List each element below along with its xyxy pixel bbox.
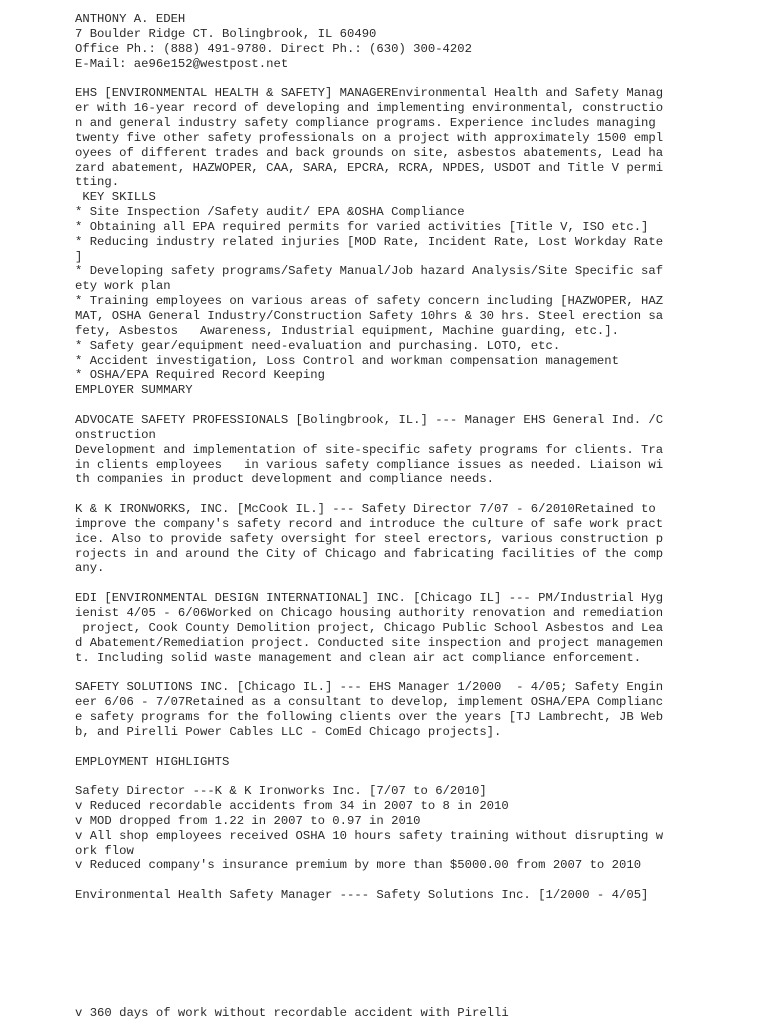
document-line: project, Cook County Demolition project, Chicago Public School Asbestos and Lea (75, 620, 664, 635)
document-line: ork flow (75, 843, 134, 858)
document-line: d Abatement/Remediation project. Conducted site inspection and project managemen (75, 635, 664, 650)
document-line: fety, Asbestos Awareness, Industrial equipment, Machine guarding, etc.]. (75, 323, 619, 338)
document-line: KEY SKILLS (75, 190, 156, 205)
document-line: v Reduced recordable accidents from 34 in 2007 to 8 in 2010 (75, 799, 509, 814)
document-line: er with 16-year record of developing and implementing environmental, constructio (75, 101, 664, 116)
document-line: v All shop employees received OSHA 10 hours safety training without disrupting w (75, 828, 664, 843)
document-line: ANTHONY A. EDEH (75, 12, 186, 26)
document-line: Environmental Health Safety Manager ---- Safety Solutions Inc. [1/2000 - 4/05] (75, 888, 649, 903)
document-line: EDI [ENVIRONMENTAL DESIGN INTERNATIONAL] INC. [Chicago IL] --- PM/Industrial Hyg (75, 591, 664, 606)
document-line: * OSHA/EPA Required Record Keeping (75, 368, 325, 383)
document-line: rojects in and around the City of Chicago and fabricating facilities of the comp (75, 546, 664, 561)
document-line: * Training employees on various areas of safety concern including [HAZWOPER, HAZ (75, 294, 664, 309)
document-line: EHS [ENVIRONMENTAL HEALTH & SAFETY] MANAGEREnvironmental Health and Safety Manag (75, 86, 664, 101)
document-line: ] (75, 249, 83, 264)
document-line: ety work plan (75, 279, 171, 294)
document-line: v Reduced company's insurance premium by more than $5000.00 from 2007 to 2010 (75, 858, 642, 873)
document-line: SAFETY SOLUTIONS INC. [Chicago IL.] --- EHS Manager 1/2000 - 4/05; Safety Engin (75, 680, 664, 695)
document-line: t. Including solid waste management and clean air act compliance enforcement. (75, 650, 642, 665)
document-line: eer 6/06 - 7/07Retained as a consultant to develop, implement OSHA/EPA Complianc (75, 695, 664, 710)
document-line: Development and implementation of site-specific safety programs for clients. Tra (75, 442, 664, 457)
document-line: Safety Director ---K & K Ironworks Inc. [7/07 to 6/2010] (75, 784, 487, 799)
footer-line: v 360 days of work without recordable accident with Pirelli (75, 1006, 509, 1020)
document-line: twenty five other safety professionals on a project with approximately 1500 empl (75, 130, 664, 145)
document-line: n and general industry safety compliance programs. Experience includes managing (75, 115, 656, 130)
document-line: e safety programs for the following clients over the years [TJ Lambrecht, JB Web (75, 709, 664, 724)
document-line: EMPLOYMENT HIGHLIGHTS (75, 754, 230, 769)
document-line: any. (75, 561, 105, 576)
document-line: in clients employees in various safety compliance issues as needed. Liaison wi (75, 457, 664, 472)
document-line: ienist 4/05 - 6/06Worked on Chicago housing authority renovation and remediation (75, 606, 664, 620)
document-line: EMPLOYER SUMMARY (75, 383, 193, 398)
document-line: ADVOCATE SAFETY PROFESSIONALS [Bolingbrook, IL.] --- Manager EHS General Ind. /C (75, 412, 664, 427)
document-line: * Accident investigation, Loss Control and workman compensation management (75, 353, 619, 368)
document-line: E-Mail: ae96e152@westpost.net (75, 56, 289, 71)
document-line: v MOD dropped from 1.22 in 2007 to 0.97 in 2010 (75, 813, 421, 828)
document-line: oyees of different trades and back grounds on site, asbestos abatements, Lead ha (75, 145, 664, 160)
document-line: * Site Inspection /Safety audit/ EPA &OSHA Compliance (75, 205, 465, 220)
document-line: zard abatement, HAZWOPER, CAA, SARA, EPCRA, RCRA, NPDES, USDOT and Title V permi (75, 160, 664, 175)
document-line: * Safety gear/equipment need-evaluation and purchasing. LOTO, etc. (75, 338, 561, 353)
document-line: ice. Also to provide safety oversight for steel erectors, various construction p (75, 531, 664, 546)
document-line: K & K IRONWORKS, INC. [McCook IL.] --- Safety Director 7/07 - 6/2010Retained to (75, 502, 656, 517)
document-line: onstruction (75, 427, 156, 442)
document-line: MAT, OSHA General Industry/Construction Safety 10hrs & 30 hrs. Steel erection sa (75, 309, 664, 323)
document-line: b, and Pirelli Power Cables LLC - ComEd Chicago projects]. (75, 724, 502, 739)
document-line: Office Ph.: (888) 491-9780. Direct Ph.: (630) 300-4202 (75, 41, 472, 56)
document-line: 7 Boulder Ridge CT. Bolingbrook, IL 60490 (75, 26, 377, 41)
document-line: * Obtaining all EPA required permits for varied activities [Title V, ISO etc.] (75, 219, 649, 234)
document-line: improve the company's safety record and introduce the culture of safe work pract (75, 516, 664, 531)
document-line: * Developing safety programs/Safety Manual/Job hazard Analysis/Site Specific saf (75, 264, 664, 279)
document-line: * Reducing industry related injuries [MOD Rate, Incident Rate, Lost Workday Rate (75, 234, 664, 249)
document-line: tting. (75, 175, 120, 190)
document-line: th companies in product development and compliance needs. (75, 472, 495, 487)
